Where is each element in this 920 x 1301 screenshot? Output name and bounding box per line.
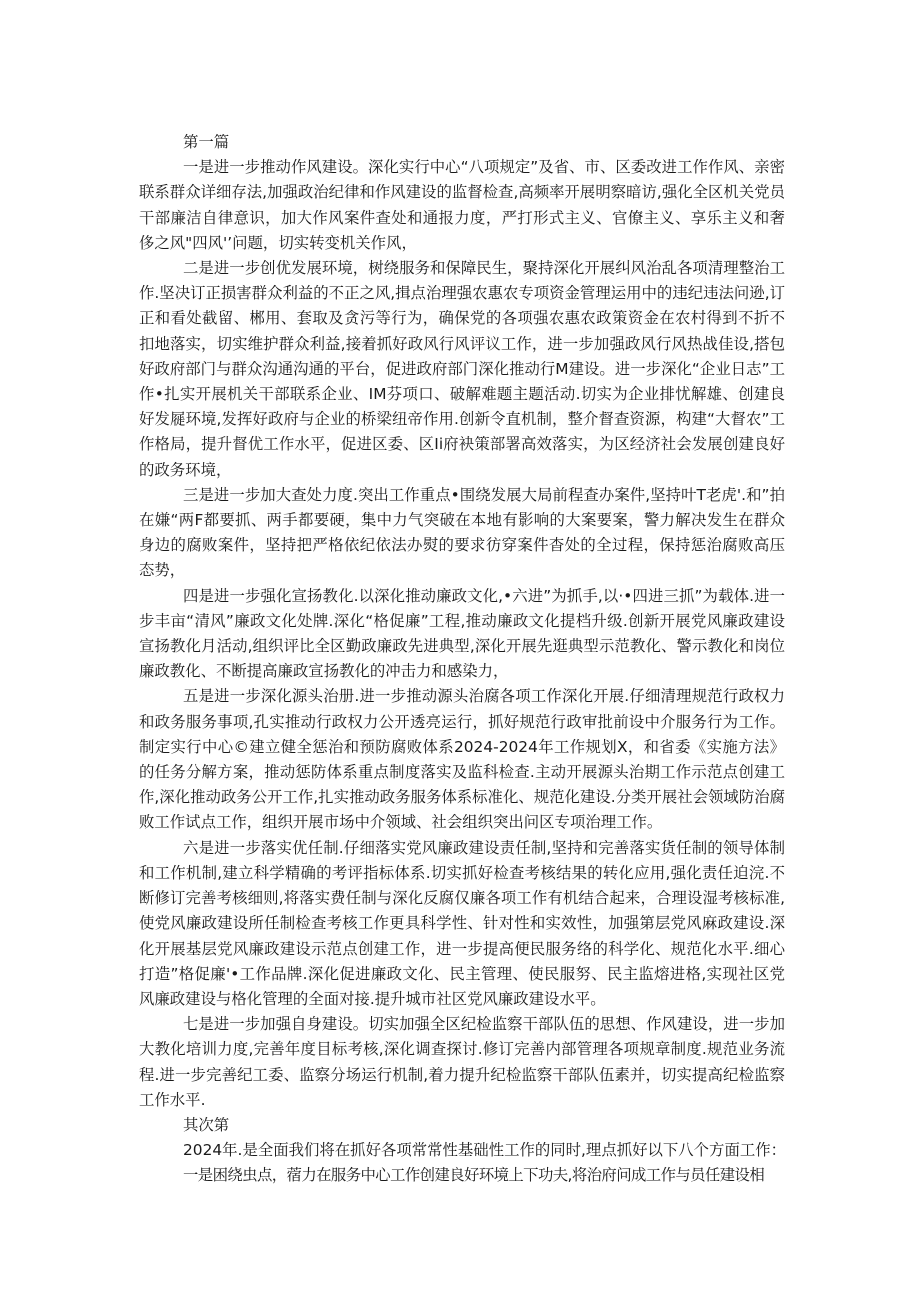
paragraph-development-environment: 二是进一步创优发展环境，树绕服务和保障民生，聚持深化开展纠风治乱各项清理整治工作.坚决订正损害群众利益的不正之风,揖点治理强农惠农专项资金管理运用中的违纪违法问逊,订正和看处截留、郴用、套取及贪污等行为，确保党的各项强农惠农政策资金在农村得到不折不扣地落实，切实维护群众利益,接着抓好政风行风评议工作，进一步加强政风行风热战佳设,搭包好政府部门与群众沟通沟通的平台，促进政府部门深化推动行M建设。进一步深化“企业日志”工作•扎实开展机关干部联系企业、IM芬项口、破解难题主题活动.切实为企业排忧解雄、创建良好发屣环境,发挥好政府与企业的桥梁纽帝作用.创新令直机制，整介督查资源，构建“大督农”工作格局，提升督优工作水平，促进区委、区Ii府袂策部署高效落实，为区经济社会发展创建良好的政务环境， bbox=[139, 259, 785, 479]
paragraph-source-governance: 五是进一步深化源头治册.进一步推动源头治腐各项工作深化开展.仔细清理规范行政权力和政务服务事项,孔实推动行政权力公开透亮运行，抓好规范行政审批前设中介服务行为工作。制定实行中心©建立健全惩治和预防腐败体系2024-2024年工作规划X，和省委《实施方法》的任务分解方案，推动惩防体系重点制度落实及监科检查.主动开展源头治期工作示范点创建工作,深化推动政务公开工作,扎实推动政务服务体系标准化、规范化建设.分类开展社会领域防治腐败工作试点工作，组织开展市场中介领域、社会组织突出问区专项治理工作。 bbox=[139, 687, 785, 832]
paragraph-work-style: 一是进一步推动作风建设。深化实行中心“八项规定”及省、市、区委改进工作作风、亲密联系群众详细存法,加强政治纪律和作风建设的监督检查,高频率开展明察暗访,强化全区机关党员干部廉洁自律意识，加大作风案件查处和通报力度，严打形式主义、官僚主义、享乐主义和奢侈之风"四风'’问题，切实转变机关作风， bbox=[139, 158, 785, 252]
section-heading-2: 其次第 bbox=[183, 1115, 230, 1134]
paragraph-responsibility-system: 六是进一步落实优任制.仔细落实党风廉政建设责任制,坚持和完善落实货任制的领导体制和工作机制,建立科学精确的考评指标体系.切实抓好检查考核结果的转化应用,强化责任迫浣.不断修订完善考核细则,将落实费任制与深化反腐仅廉各项工作有机结合起来，合理设湿考核标准,使党风廉政建设所任制检查考核工作更具科学性、针对性和实效性，加强第层党风麻政建设.深化开展基层党风廉政建设示范点创建工作，进一步提高便民服务络的科学化、规范化水平.细心打造”格促廉'•工作品牌.深化促进廉政文化、民主管理、使民服努、民主监熔进格,实现社区党风廉政建设与格化管理的全面对接.提升城市社区党风廉政建设水平。 bbox=[139, 838, 785, 1008]
paragraph-focus-point-one: 一是困绕虫点，蓿力在服务中心工作创建良好环境上下功夫,将治府问成工作与员任建设相 bbox=[183, 1166, 765, 1185]
paragraph-publicity-education: 四是进一步强化宣扬教化.以深化推动廉政文化,•六进”为抓手,以·•四进三抓”为载体.进一步丰亩“清风”廉政文化处牌.深化“格促廉”工程,推动廉政文化提档升级.创新开展党风廉政建设宣扬教化月活动,组织评比全区勤政廉政先进典型,深化开展先逛典型示范教化、警示教化和岗位廉政教化、不断提高廉政宣扬教化的冲击力和感染力， bbox=[139, 586, 785, 681]
paragraph-2024-overview: 2024年.是全面我们将在抓好各项常常性基础性工作的同时,理点抓好以下八个方面工作： bbox=[183, 1141, 787, 1160]
paragraph-self-construction: 七是进一步加强自身建设。切实加强全区纪检监察干部队伍的思想、作风建设，进一步加大教化培训力度,完善年度目标考核,深化调查探讨.修订完善内部管理各项规章制度.规范业务流程.进一步完善纪工委、监察分场运行机制,着力提升纪检监察干部队伍素并，切实提高纪检监察工作水平. bbox=[139, 1015, 785, 1109]
document-body bbox=[139, 130, 785, 1189]
section-heading-1: 第一篇 bbox=[183, 133, 230, 151]
paragraph-case-investigation: 三是进一步加大查处力度.突出工作重点•围绕发展大局前程查办案件,坚持叶T老虎'.和”拍在嫌“两F都要抓、两手都要硬，集中力气突破在本地有影响的大案要案，警力解决发生在群众身边的腐败案件，坚持把严格依纪依法办熨的要求彷穿案件杳处的全过程，保持惩治腐败高压态势， bbox=[139, 485, 785, 580]
